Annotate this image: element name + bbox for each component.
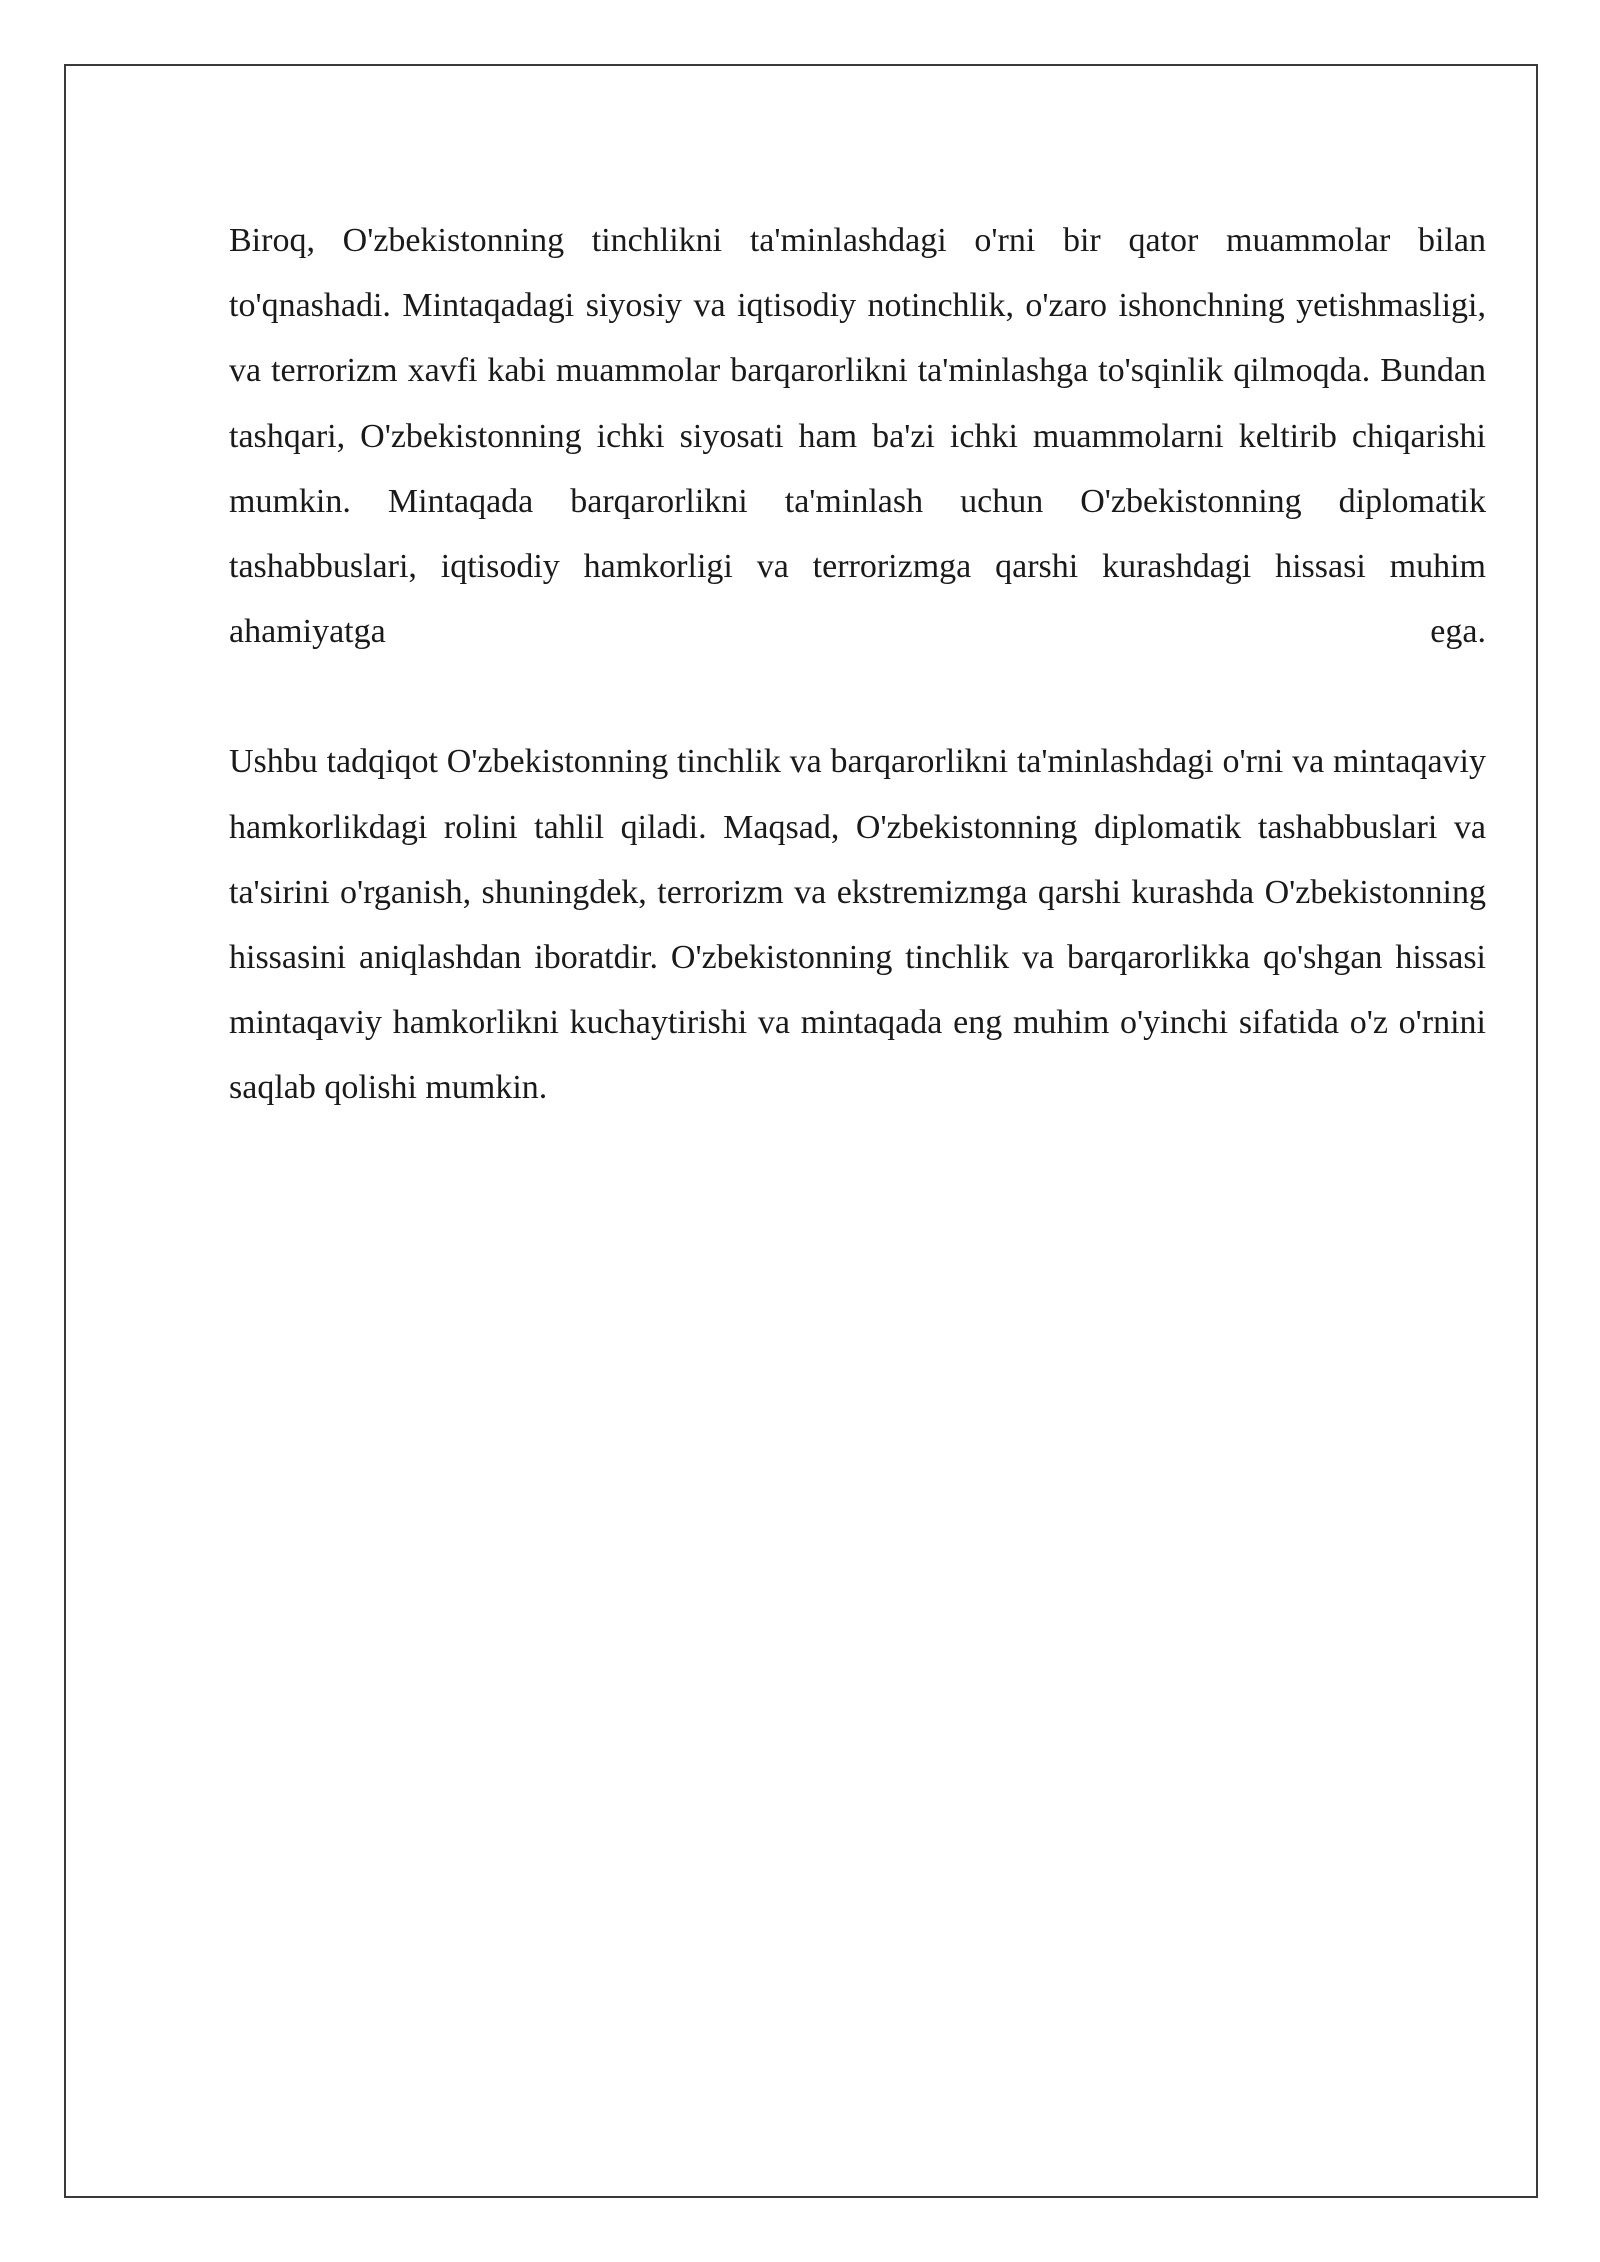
paragraph-2: Ushbu tadqiqot O'zbekistonning tinchlik va barqarorlikni ta'minlashdagi o'rni va mintaqaviy hamkorlikdagi rolini tahlil qiladi. Maqsad, O'zbekistonning diplomatik tashabbuslari va ta'sirini o'rganish, shuningdek, terrorizm va ekstremizmga qarshi kurashda O'zbekistonning hissasini aniqlashdan iboratdir. O'zbekistonning tinchlik va barqarorlikka qo'shgan hissasi mintaqaviy hamkorlikni kuchaytirishi va mintaqada eng muhim o'yinchi sifatida o'z o'rnini saqlab qolishi mumkin. <box>229 743 1486 1107</box>
paragraph-1: Biroq, O'zbekistonning tinchlikni ta'minlashdagi o'rni bir qator muammolar bilan to'qnashadi. Mintaqadagi siyosiy va iqtisodiy notinchlik, o'zaro ishonchning yetishmasligi, va terrorizm xavfi kabi muammolar barqarorlikni ta'minlashga to'sqinlik qilmoqda. Bundan tashqari, O'zbekistonning ichki siyosati ham ba'zi ichki muammolarni keltirib chiqarishi mumkin. Mintaqada barqarorlikni ta'minlash uchun O'zbekistonning diplomatik tashabbuslari, iqtisodiy hamkorligi va terrorizmga qarshi kurashdagi hissasi muhim ahamiyatga ega. <box>229 222 1486 651</box>
document-body <box>229 208 1486 1121</box>
